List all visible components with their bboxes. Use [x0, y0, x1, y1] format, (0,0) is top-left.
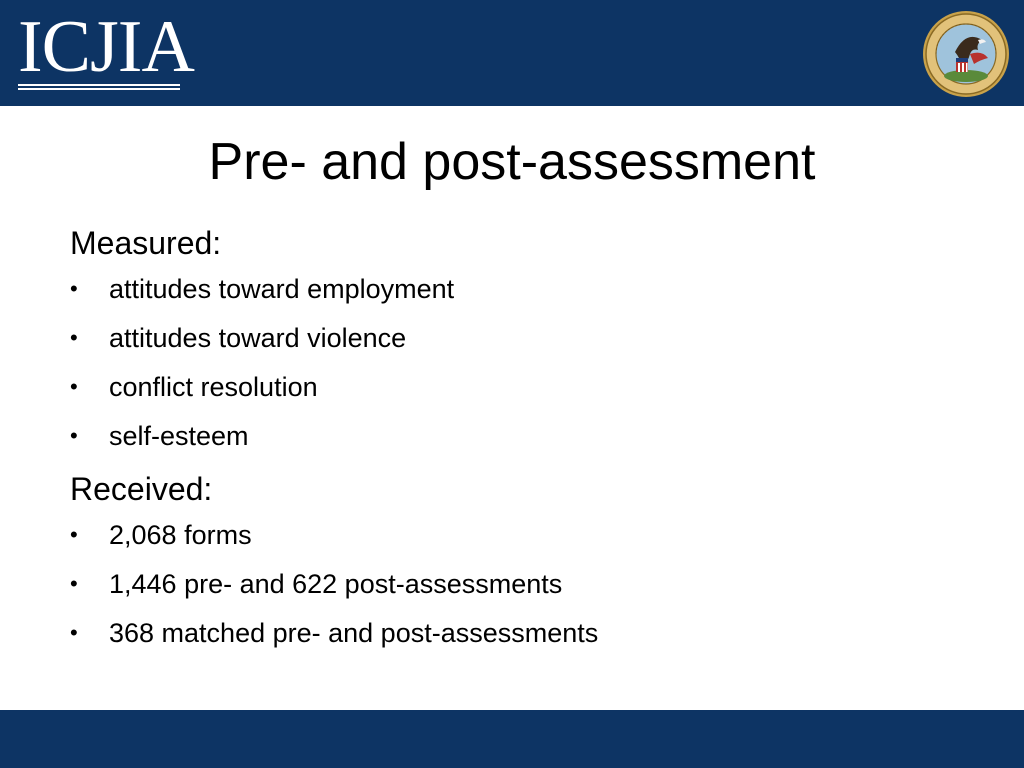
bullet-icon: •: [70, 522, 78, 547]
bullet-icon: •: [70, 276, 78, 301]
bullet-icon: •: [70, 571, 78, 596]
list-item-text: 368 matched pre- and post-assessments: [109, 618, 599, 648]
list-item-text: attitudes toward violence: [109, 323, 407, 353]
footer-band: [0, 710, 1024, 768]
section-heading-measured: Measured:: [70, 225, 222, 261]
header-band: [0, 0, 1024, 106]
list-item-text: self-esteem: [109, 421, 249, 451]
slide-content: [70, 222, 970, 665]
logo-text: ICJIA: [18, 6, 194, 88]
logo-underline: [18, 84, 180, 90]
bullet-icon: •: [70, 620, 78, 645]
list-item-text: attitudes toward employment: [109, 274, 455, 304]
list-item: [70, 616, 970, 650]
received-list: [70, 518, 970, 650]
list-item: [70, 321, 970, 355]
list-item: [70, 419, 970, 453]
list-item: [70, 518, 970, 552]
measured-list: [70, 272, 970, 453]
list-item: [70, 567, 970, 601]
illinois-state-seal-icon: [922, 10, 1010, 98]
list-item-text: 1,446 pre- and 622 post-assessments: [109, 569, 563, 599]
list-item: [70, 370, 970, 404]
list-item: [70, 272, 970, 306]
icjia-logo: [18, 8, 194, 94]
bullet-icon: •: [70, 423, 78, 448]
bullet-icon: •: [70, 325, 78, 350]
list-item-text: conflict resolution: [109, 372, 318, 402]
list-item-text: 2,068 forms: [109, 520, 252, 550]
section-heading-received: Received:: [70, 471, 213, 507]
slide-title: Pre- and post-assessment: [208, 133, 816, 191]
bullet-icon: •: [70, 374, 78, 399]
